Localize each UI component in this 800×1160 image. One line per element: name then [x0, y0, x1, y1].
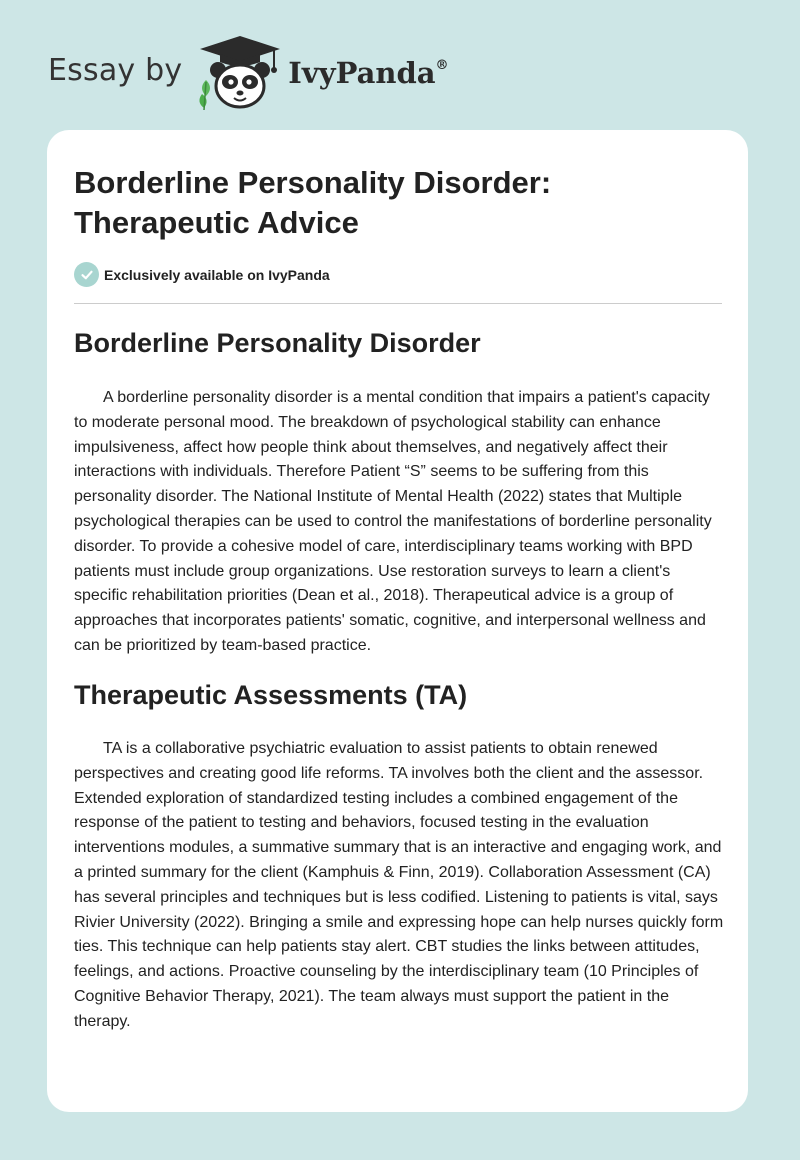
- section-body-ta: TA is a collaborative psychiatric evaluation to assist patients to obtain renewed perspectives and creating good life reforms. TA involves both the client and the assessor. Extended exploration of standardized testing includes a combined engagement of the response of the patient to testing and behaviors, focused testing in the evaluation interventions modules, a summative summary that is an interactive and engaging work, and a printed summary for the client (Kamphuis & Finn, 2019). Collaboration Assessment (CA) has several principles and techniques but is less codified. Listening to patients is vital, says Rivier University (2022). Bringing a smile and expressing hope can help nurses quickly form ties. This technique can help patients stay alert. CBT studies the links between attitudes, feelings, and actions. Proactive counseling by the interdisciplinary team (10 Principles of Cognitive Behavior Therapy, 2021). The team always must support the patient in the therapy.: [74, 740, 724, 1030]
- registered-mark: ®: [435, 58, 449, 73]
- essay-by-label: Essay by: [48, 52, 183, 88]
- section-body-bpd: A borderline personality disorder is a mental condition that impairs a patient's capacity to moderate personal mood. The breakdown of psychological stability can enhance impulsiveness, affect how people think about themselves, and negatively affect their interactions with individuals. Therefore Patient “S” seems to be suffering from this personality disorder. The National Institute of Mental Health (2022) states that Multiple psychological therapies can be used to control the manifestations of borderline personality disorder. To provide a cohesive model of care, interdisciplinary teams working with BPD patients must include group organizations. Use restoration surveys to learn a client's specific rehabilitation priorities (Dean et al., 2018). Therapeutical advice is a group of approaches that incorporates patients' somatic, cognitive, and interpersonal wellness and can be prioritized by team-based practice.: [74, 389, 712, 654]
- brand-name[interactable]: IvyPanda®: [288, 56, 449, 90]
- panda-logo-icon[interactable]: [194, 32, 286, 112]
- divider: [74, 303, 722, 304]
- exclusive-badge: [74, 262, 330, 287]
- exclusive-label: Exclusively available on IvyPanda: [104, 266, 330, 283]
- section-heading-bpd: Borderline Personality Disorder: [74, 328, 481, 358]
- page-title: Borderline Personality Disorder: Therapeutic Advice: [74, 165, 552, 240]
- check-icon: [74, 262, 99, 287]
- essay-card: [47, 130, 748, 1112]
- site-header: [48, 32, 449, 112]
- section-heading-ta: Therapeutic Assessments (TA): [74, 680, 468, 710]
